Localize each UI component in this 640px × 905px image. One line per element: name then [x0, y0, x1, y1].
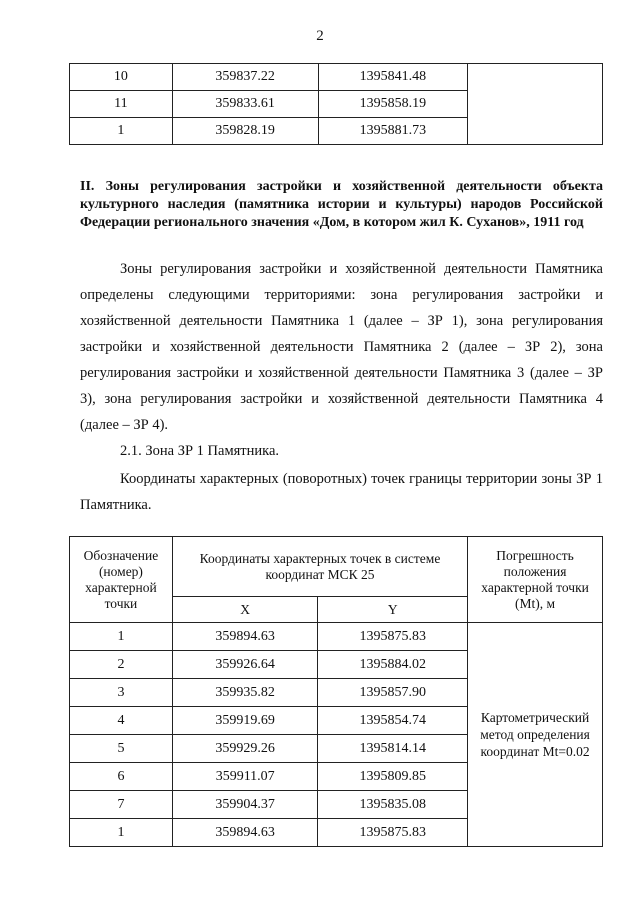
point-number: 1: [70, 118, 173, 145]
page-number: 2: [316, 28, 324, 44]
table-row: [70, 623, 603, 651]
header-coordinates: Координаты характерных точек в системе координат МСК 25: [172, 537, 467, 597]
point-number: 3: [70, 679, 173, 707]
x-value: 359935.82: [172, 679, 318, 707]
y-value: 1395835.08: [318, 791, 468, 819]
x-value: 359833.61: [172, 91, 318, 118]
coordinates-table: [69, 536, 603, 847]
header-x: X: [172, 597, 318, 623]
x-value: 359911.07: [172, 763, 318, 791]
y-value: 1395809.85: [318, 763, 468, 791]
header-y: Y: [318, 597, 468, 623]
point-number: 2: [70, 651, 173, 679]
x-value: 359919.69: [172, 707, 318, 735]
header-error: Погрешность положения характерной точки (Mt), м: [468, 537, 603, 623]
error-cell-empty: [468, 64, 603, 145]
x-value: 359894.63: [172, 819, 318, 847]
point-number: 6: [70, 763, 173, 791]
table-row: [70, 64, 603, 91]
header-point-number: Обозначение (номер) характерной точки: [70, 537, 173, 623]
x-value: 359926.64: [172, 651, 318, 679]
y-value: 1395884.02: [318, 651, 468, 679]
point-number: 5: [70, 735, 173, 763]
y-value: 1395875.83: [318, 819, 468, 847]
point-number: 7: [70, 791, 173, 819]
paragraph-subsection: 2.1. Зона ЗР 1 Памятника.: [120, 443, 280, 459]
coordinates-table-continued: [69, 63, 603, 145]
y-value: 1395841.48: [318, 64, 468, 91]
method-note: Картометрический метод определения координат Mt=0.02: [468, 623, 603, 847]
point-number: 1: [70, 819, 173, 847]
paragraph-coordinates-intro: Координаты характерных (поворотных) точек границы территории зоны ЗР 1 Памятника.: [80, 471, 603, 513]
point-number: 4: [70, 707, 173, 735]
paragraph-zones: Зоны регулирования застройки и хозяйственной деятельности Памятника определены следующими территориями: зона регулирования застройки и хозяйственной деятельности Памятника 1 (далее – ЗР 1), зона регулирования застройки и хозяйственной деятельности Памятника 2 (далее – ЗР 2), зона регулирования застройки и хозяйственной деятельности Памятника 3 (далее – ЗР 3), зона регулирования застройки и хозяйственной деятельности Памятника 4 (далее – ЗР 4).: [80, 261, 603, 433]
x-value: 359929.26: [172, 735, 318, 763]
y-value: 1395881.73: [318, 118, 468, 145]
y-value: 1395875.83: [318, 623, 468, 651]
point-number: 1: [70, 623, 173, 651]
y-value: 1395814.14: [318, 735, 468, 763]
y-value: 1395854.74: [318, 707, 468, 735]
point-number: 11: [70, 91, 173, 118]
x-value: 359828.19: [172, 118, 318, 145]
x-value: 359904.37: [172, 791, 318, 819]
x-value: 359894.63: [172, 623, 318, 651]
y-value: 1395858.19: [318, 91, 468, 118]
x-value: 359837.22: [172, 64, 318, 91]
point-number: 10: [70, 64, 173, 91]
section-heading: II. Зоны регулирования застройки и хозяйственной деятельности объекта культурного наследия (памятника истории и культуры) народов Российской Федерации регионального значения «Дом, в котором жил К. Суханов», 1911 год: [80, 179, 603, 230]
y-value: 1395857.90: [318, 679, 468, 707]
